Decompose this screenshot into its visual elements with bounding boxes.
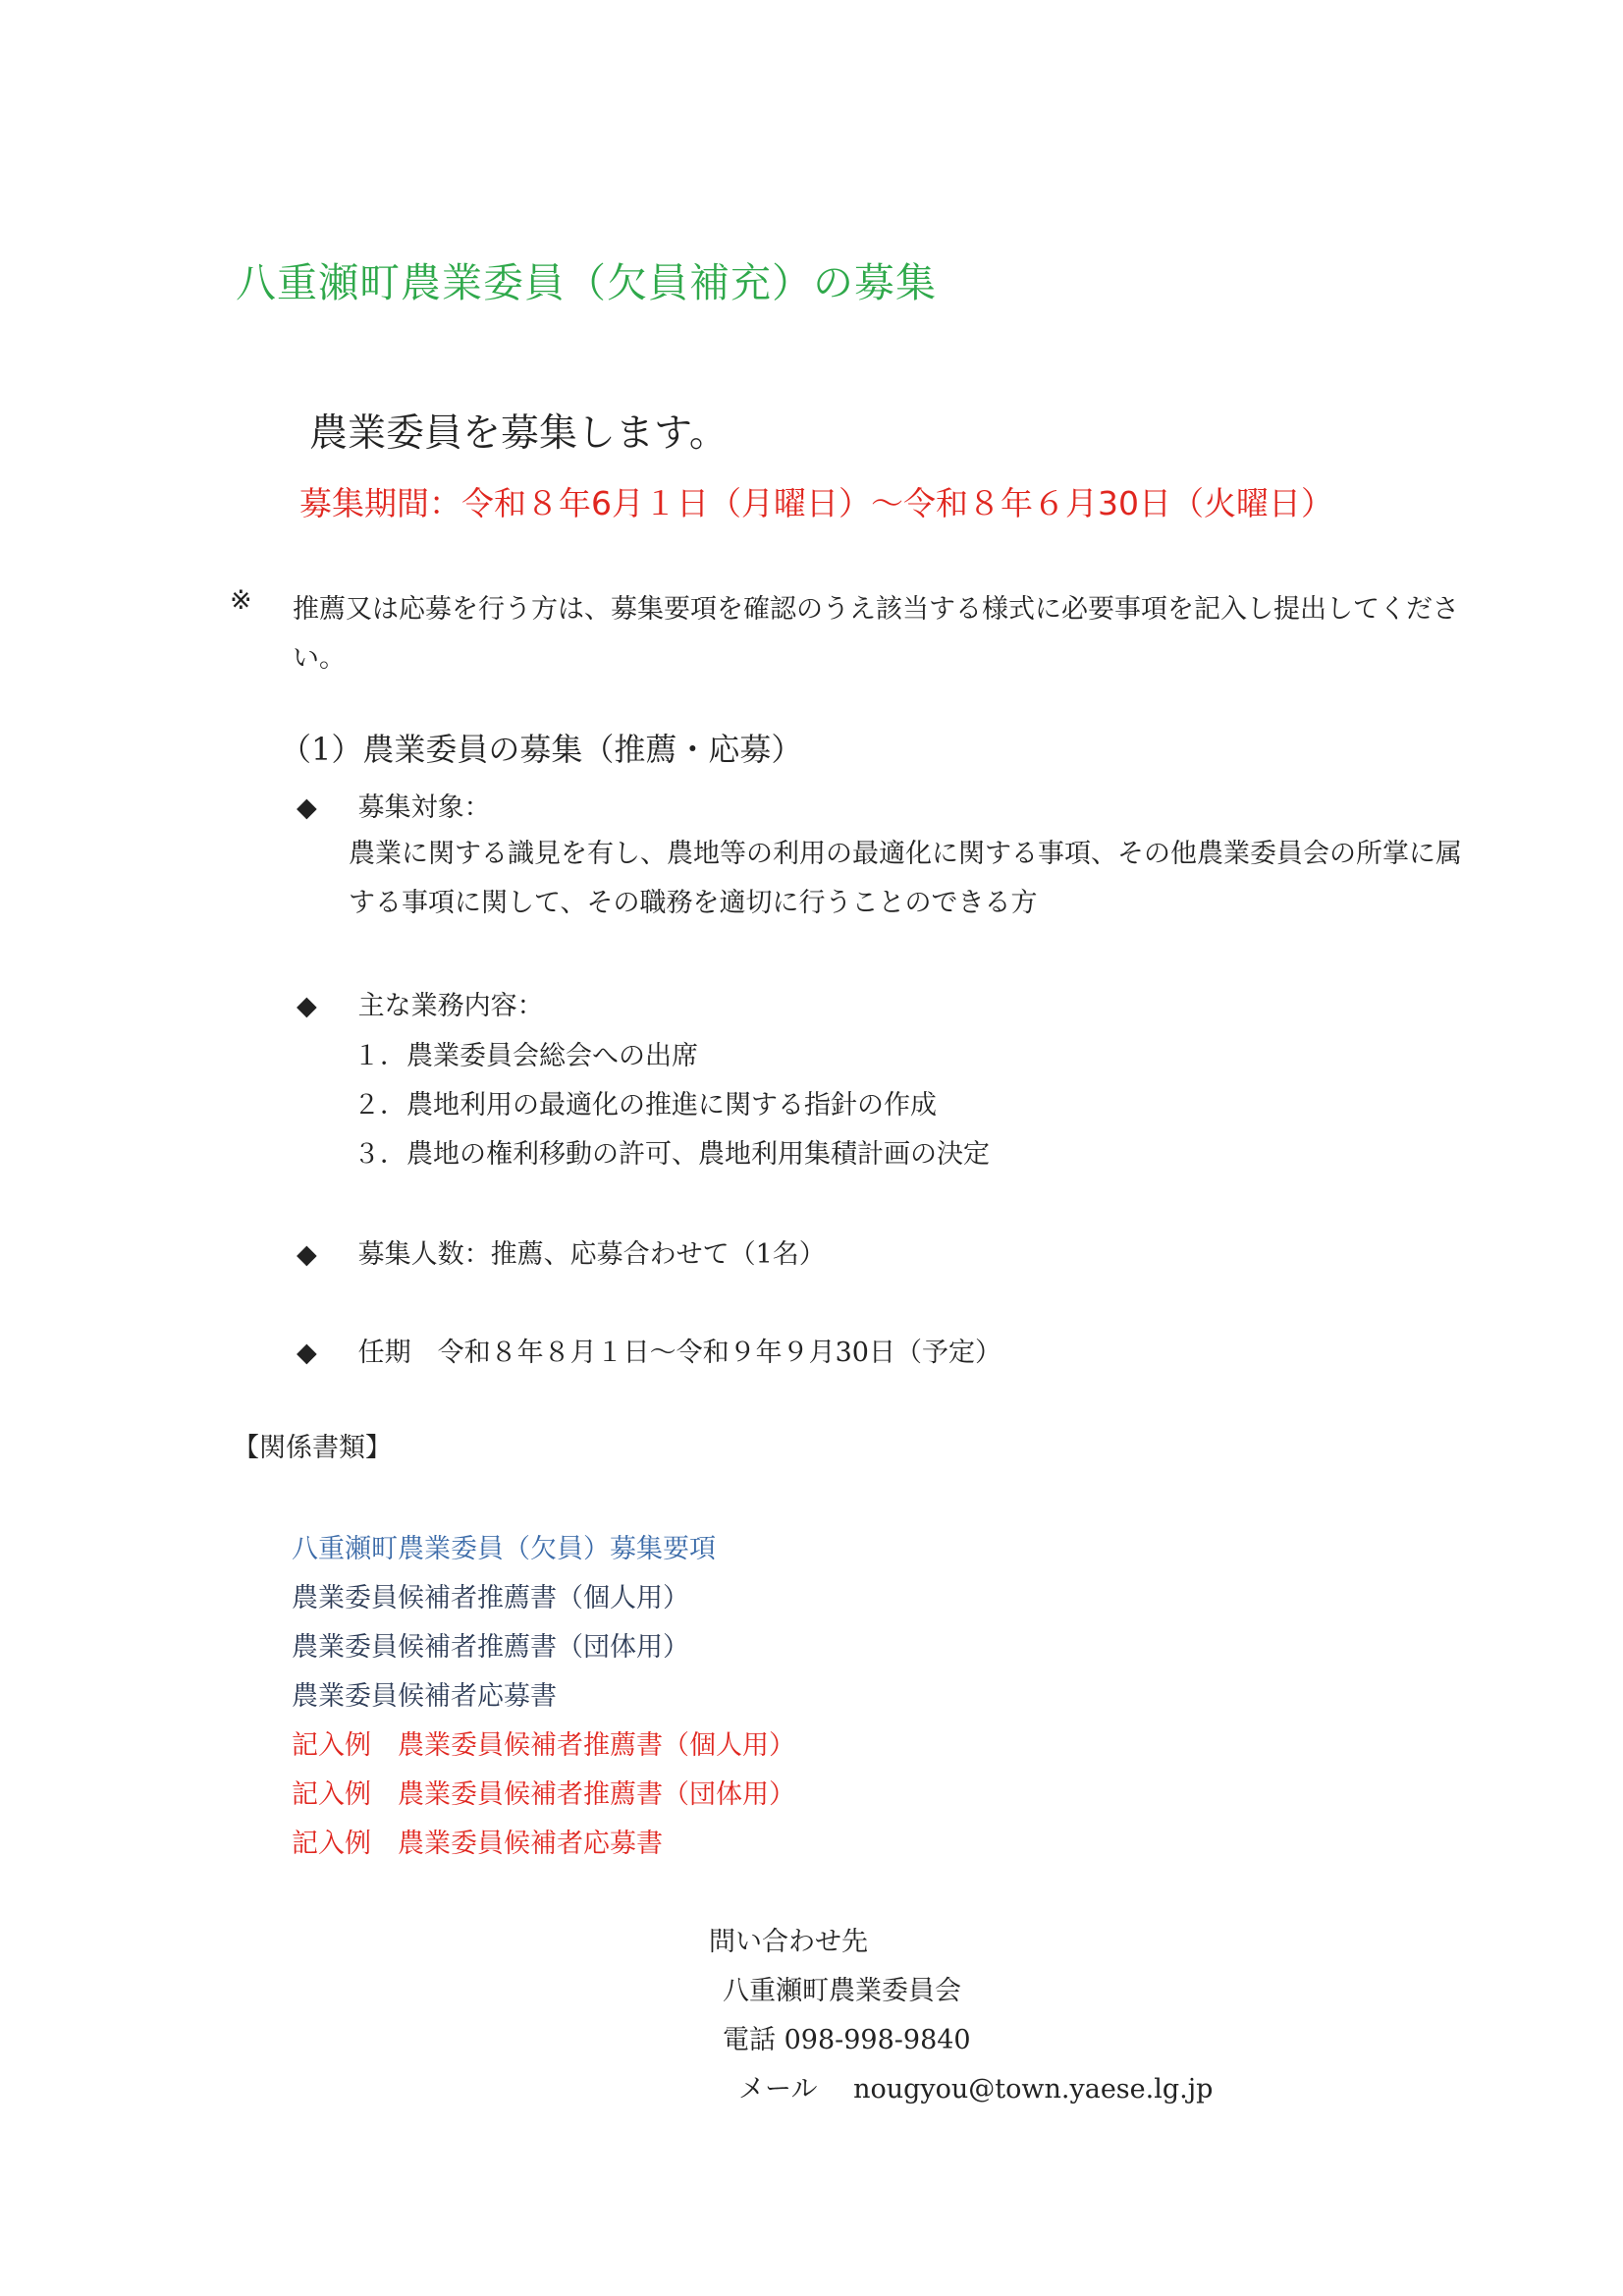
document-link[interactable]: 農業委員候補者応募書 bbox=[292, 1681, 557, 1712]
target-label: 募集対象： bbox=[357, 793, 491, 823]
diamond-icon: ◆ bbox=[297, 793, 317, 823]
diamond-icon: ◆ bbox=[297, 1338, 317, 1368]
lead-text: 農業委員を募集します。 bbox=[309, 411, 728, 456]
duty-item: ３．農地の権利移動の許可、農地利用集積計画の決定 bbox=[353, 1139, 990, 1170]
note-text: 推薦又は応募を行う方は、募集要項を確認のうえ該当する様式に必要事項を記入し提出してください。 bbox=[293, 594, 1459, 674]
document-link[interactable]: 農業委員候補者推薦書（個人用） bbox=[292, 1583, 689, 1613]
duties-label: 主な業務内容： bbox=[357, 991, 544, 1021]
documents-heading: 【関係書類】 bbox=[233, 1433, 392, 1463]
bullet-target bbox=[297, 786, 491, 824]
example-document-link[interactable]: 記入例 農業委員候補者推薦書（個人用） bbox=[292, 1730, 795, 1761]
contact-phone: 電話 098-998-9840 bbox=[723, 2025, 971, 2055]
bullet-count bbox=[297, 1232, 826, 1271]
contact-org: 八重瀬町農業委員会 bbox=[723, 1976, 961, 2006]
document-link[interactable]: 八重瀬町農業委員（欠員）募集要項 bbox=[292, 1534, 716, 1564]
example-document-link[interactable]: 記入例 農業委員候補者推薦書（団体用） bbox=[292, 1779, 795, 1810]
target-text: 農業に関する識見を有し、農地等の利用の最適化に関する事項、その他農業委員会の所掌に属する事項に関して、その職務を適切に行うことのできる方 bbox=[349, 839, 1462, 918]
contact-heading: 問い合わせ先 bbox=[709, 1927, 868, 1957]
document-link[interactable]: 農業委員候補者推薦書（団体用） bbox=[292, 1632, 689, 1663]
email-label: メール bbox=[738, 2074, 818, 2105]
page-title: 八重瀬町農業委員（欠員補充）の募集 bbox=[236, 259, 937, 306]
example-document-link[interactable]: 記入例 農業委員候補者応募書 bbox=[292, 1829, 663, 1859]
count-text: 募集人数：推薦、応募合わせて（1名） bbox=[357, 1239, 826, 1270]
section-heading: （1）農業委員の募集（推薦・応募） bbox=[280, 731, 803, 768]
diamond-icon: ◆ bbox=[297, 991, 317, 1021]
diamond-icon: ◆ bbox=[297, 1239, 317, 1270]
note-mark: ※ bbox=[230, 585, 252, 616]
bullet-duties bbox=[297, 984, 544, 1022]
duty-item: １．農業委員会総会への出席 bbox=[353, 1041, 698, 1071]
recruitment-period: 募集期間：令和８年6月１日（月曜日）～令和８年６月30日（火曜日） bbox=[299, 484, 1333, 522]
bullet-term bbox=[297, 1331, 1001, 1369]
term-text: 任期 令和８年８月１日～令和９年９月30日（予定） bbox=[357, 1338, 1001, 1368]
contact-email-row bbox=[738, 2067, 1213, 2105]
email-link[interactable]: nougyou@town.yaese.lg.jp bbox=[853, 2074, 1214, 2105]
duty-item: ２．農地利用の最適化の推進に関する指針の作成 bbox=[353, 1090, 937, 1121]
